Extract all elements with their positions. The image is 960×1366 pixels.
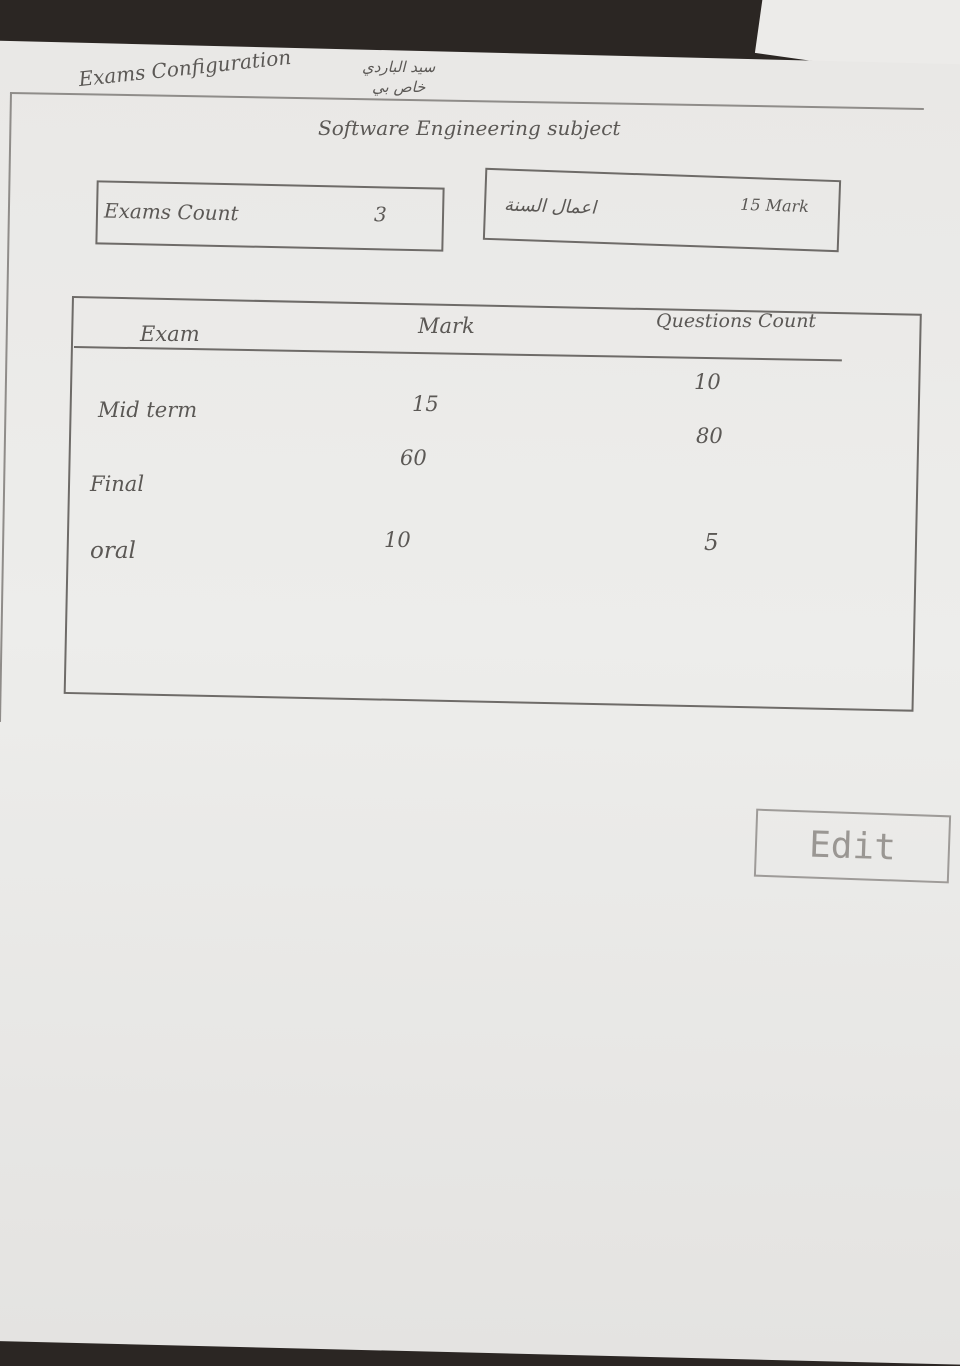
table-row-mark: 15 [412,392,439,416]
table-row-questions: 10 [694,370,721,394]
subject-label: Software Engineering subject [318,116,621,140]
edit-button[interactable]: Edit [754,809,951,884]
author-note-line2: خاص بي [372,78,426,96]
year-work-card [483,168,841,252]
table-row-exam: Mid term [98,398,198,422]
exams-count-value: 3 [373,202,388,227]
author-note-line1: سيد الباردي [362,58,436,76]
table-row-mark: 60 [400,446,427,470]
table-row-questions: 5 [704,530,719,556]
page-title: Exams Configuration [77,44,293,92]
table-row-mark: 10 [384,528,411,552]
column-header-mark: Mark [418,314,475,338]
column-header-exam: Exam [140,322,200,346]
exams-count-card [95,180,444,251]
table-row-exam: Final [90,472,145,496]
year-work-label: اعمال السنة [503,194,597,219]
exams-count-label: Exams Count [103,198,239,226]
table-row-exam: oral [90,538,136,564]
year-work-value: 15 Mark [739,194,810,217]
column-header-questions: Questions Count [656,310,817,332]
table-row-questions: 80 [696,424,723,448]
